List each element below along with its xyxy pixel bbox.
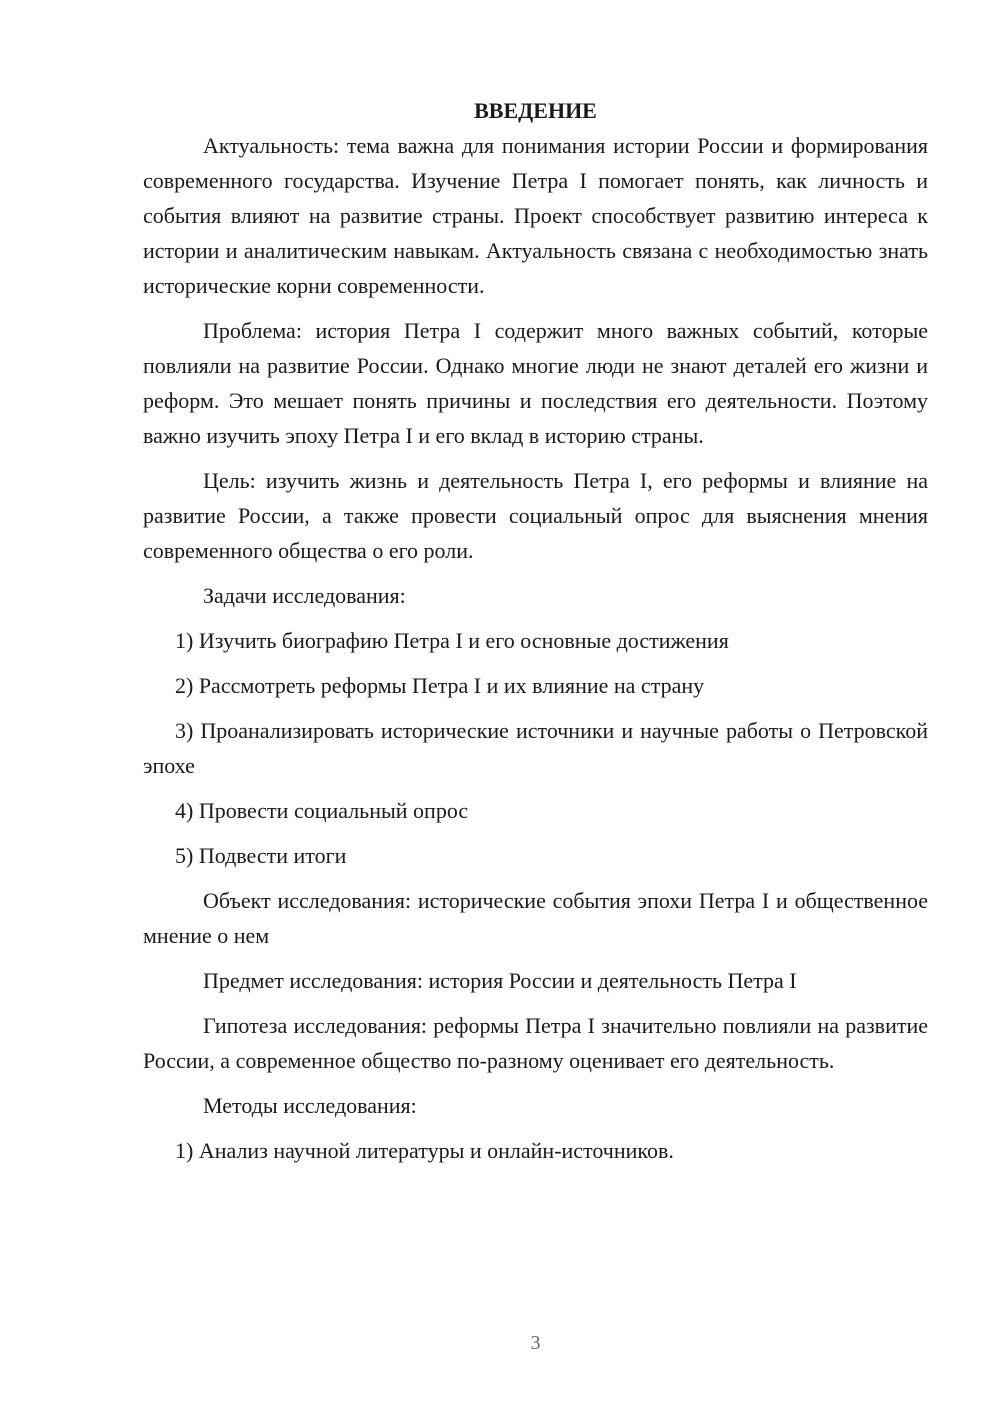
- subject-paragraph: Предмет исследования: история России и деятельность Петра I: [203, 968, 797, 993]
- task-item-4: 4) Провести социальный опрос: [175, 798, 469, 823]
- task-item-5: 5) Подвести итоги: [175, 843, 347, 868]
- methods-heading: Методы исследования:: [203, 1093, 417, 1118]
- document-page: [143, 93, 928, 1178]
- page-number: 3: [530, 1332, 541, 1354]
- object-paragraph: Объект исследования: исторические события эпохи Петра I и общественное мнение о нем: [143, 888, 928, 948]
- task-item-3: 3) Проанализировать исторические источники и научные работы о Петровской эпохе: [143, 718, 928, 778]
- hypothesis-paragraph: Гипотеза исследования: реформы Петра I значительно повлияли на развитие России, а современное общество по-разному оценивает его деятельность.: [143, 1013, 928, 1073]
- method-item-1: 1) Анализ научной литературы и онлайн-источников.: [175, 1138, 674, 1163]
- task-item-1: 1) Изучить биографию Петра I и его основные достижения: [175, 628, 729, 653]
- page-title: ВВЕДЕНИЕ: [474, 98, 597, 123]
- goal-paragraph: Цель: изучить жизнь и деятельность Петра I, его реформы и влияние на развитие России, а также провести социальный опрос для выяснения мнения современного общества о его роли.: [143, 468, 928, 563]
- tasks-heading: Задачи исследования:: [203, 583, 406, 608]
- task-item-2: 2) Рассмотреть реформы Петра I и их влияние на страну: [175, 673, 705, 698]
- problem-paragraph: Проблема: история Петра I содержит много важных событий, которые повлияли на развитие России. Однако многие люди не знают деталей его жизни и реформ. Это мешает понять причины и последствия его деятельности. Поэтому важно изучить эпоху Петра I и его вклад в историю страны.: [143, 318, 928, 448]
- relevance-paragraph: Актуальность: тема важна для понимания истории России и формирования современного государства. Изучение Петра I помогает понять, как личность и события влияют на развитие страны. Проект способствует развитию интереса к истории и аналитическим навыкам. Актуальность связана с необходимостью знать исторические корни современности.: [143, 133, 928, 298]
